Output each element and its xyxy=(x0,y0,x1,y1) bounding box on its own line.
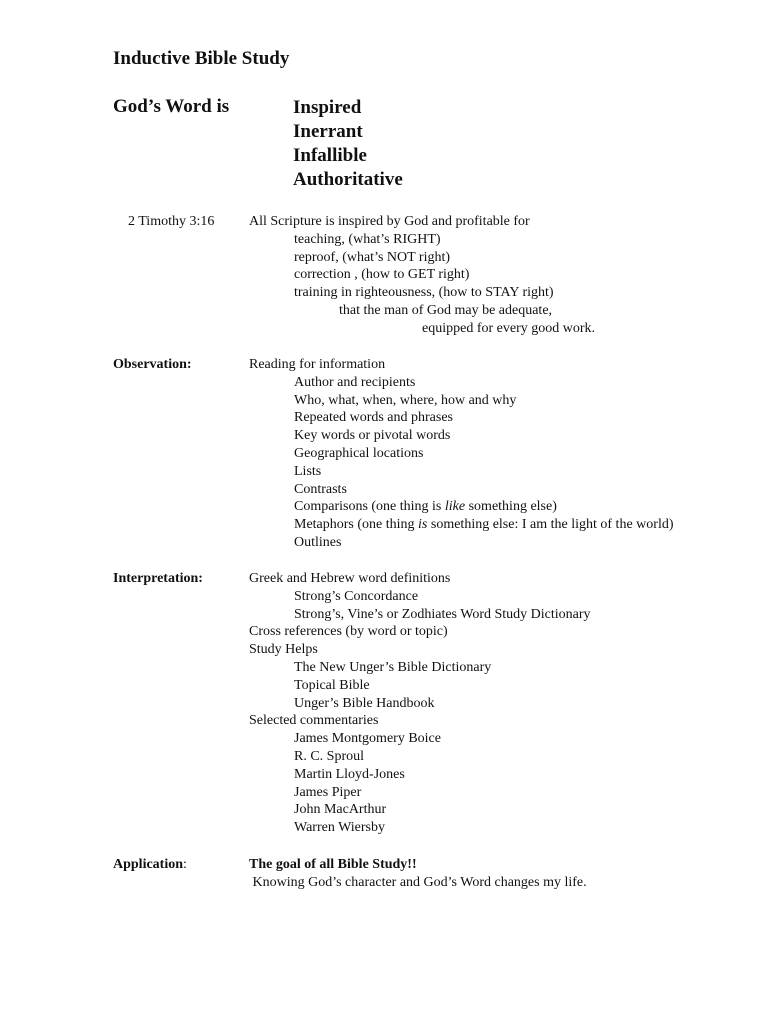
application-text xyxy=(249,856,587,892)
verse-line: reproof, (what’s NOT right) xyxy=(294,249,451,265)
list-item: Geographical locations xyxy=(294,445,424,461)
verse-line: correction , (how to GET right) xyxy=(294,267,470,283)
list-item: John MacArthur xyxy=(294,802,387,818)
interpretation-list xyxy=(249,570,591,837)
list-item: Repeated words and phrases xyxy=(294,410,454,426)
list-item-comparisons: Comparisons (one thing is like something else) xyxy=(294,499,557,515)
attribute-inerrant: Inerrant xyxy=(293,121,363,142)
list-item: Key words or pivotal words xyxy=(294,428,451,444)
gods-word-label: God’s Word is xyxy=(113,96,230,117)
scripture-verse xyxy=(249,213,595,338)
verse-line: equipped for every good work. xyxy=(422,320,596,336)
gods-word-attributes xyxy=(293,96,403,192)
observation-label: Observation: xyxy=(113,357,192,372)
list-item: Greek and Hebrew word definitions xyxy=(249,571,451,586)
list-item: R. C. Sproul xyxy=(294,748,365,764)
application-label: Application: xyxy=(113,857,187,872)
list-item: James Piper xyxy=(294,784,362,800)
verse-line: that the man of God may be adequate, xyxy=(339,302,553,318)
observation-list xyxy=(249,356,674,552)
list-item: Contrasts xyxy=(294,481,347,497)
list-item: Study Helps xyxy=(249,642,318,658)
list-item: Reading for information xyxy=(249,357,386,372)
list-item: Author and recipients xyxy=(294,374,416,390)
verse-line: teaching, (what’s RIGHT) xyxy=(294,231,441,247)
application-goal: The goal of all Bible Study!! xyxy=(249,857,417,872)
verse-line: training in righteousness, (how to STAY right) xyxy=(294,285,554,301)
list-item: Strong’s Concordance xyxy=(294,588,419,604)
list-item: Outlines xyxy=(294,534,342,550)
list-item: Unger’s Bible Handbook xyxy=(294,695,435,711)
interpretation-label: Interpretation: xyxy=(113,571,203,586)
list-item: Martin Lloyd-Jones xyxy=(294,766,405,782)
scripture-reference: 2 Timothy 3:16 xyxy=(128,214,215,229)
list-item: Strong’s, Vine’s or Zodhiates Word Study Dictionary xyxy=(294,606,591,622)
list-item: Topical Bible xyxy=(294,677,370,693)
document-title: Inductive Bible Study xyxy=(113,48,290,69)
list-item: Lists xyxy=(294,463,322,479)
list-item: Selected commentaries xyxy=(249,713,379,729)
attribute-infallible: Infallible xyxy=(293,145,367,166)
attribute-inspired: Inspired xyxy=(293,97,362,118)
attribute-authoritative: Authoritative xyxy=(293,169,403,190)
list-item: The New Unger’s Bible Dictionary xyxy=(294,659,492,675)
list-item: Cross references (by word or topic) xyxy=(249,624,448,640)
application-statement: Knowing God’s character and God’s Word changes my life. xyxy=(249,874,587,890)
list-item: Who, what, when, where, how and why xyxy=(294,392,517,408)
list-item: James Montgomery Boice xyxy=(294,731,441,747)
verse-line: All Scripture is inspired by God and profitable for xyxy=(249,214,530,229)
list-item-metaphors: Metaphors (one thing is something else: I am the light of the world) xyxy=(294,517,674,533)
list-item: Warren Wiersby xyxy=(294,820,385,836)
